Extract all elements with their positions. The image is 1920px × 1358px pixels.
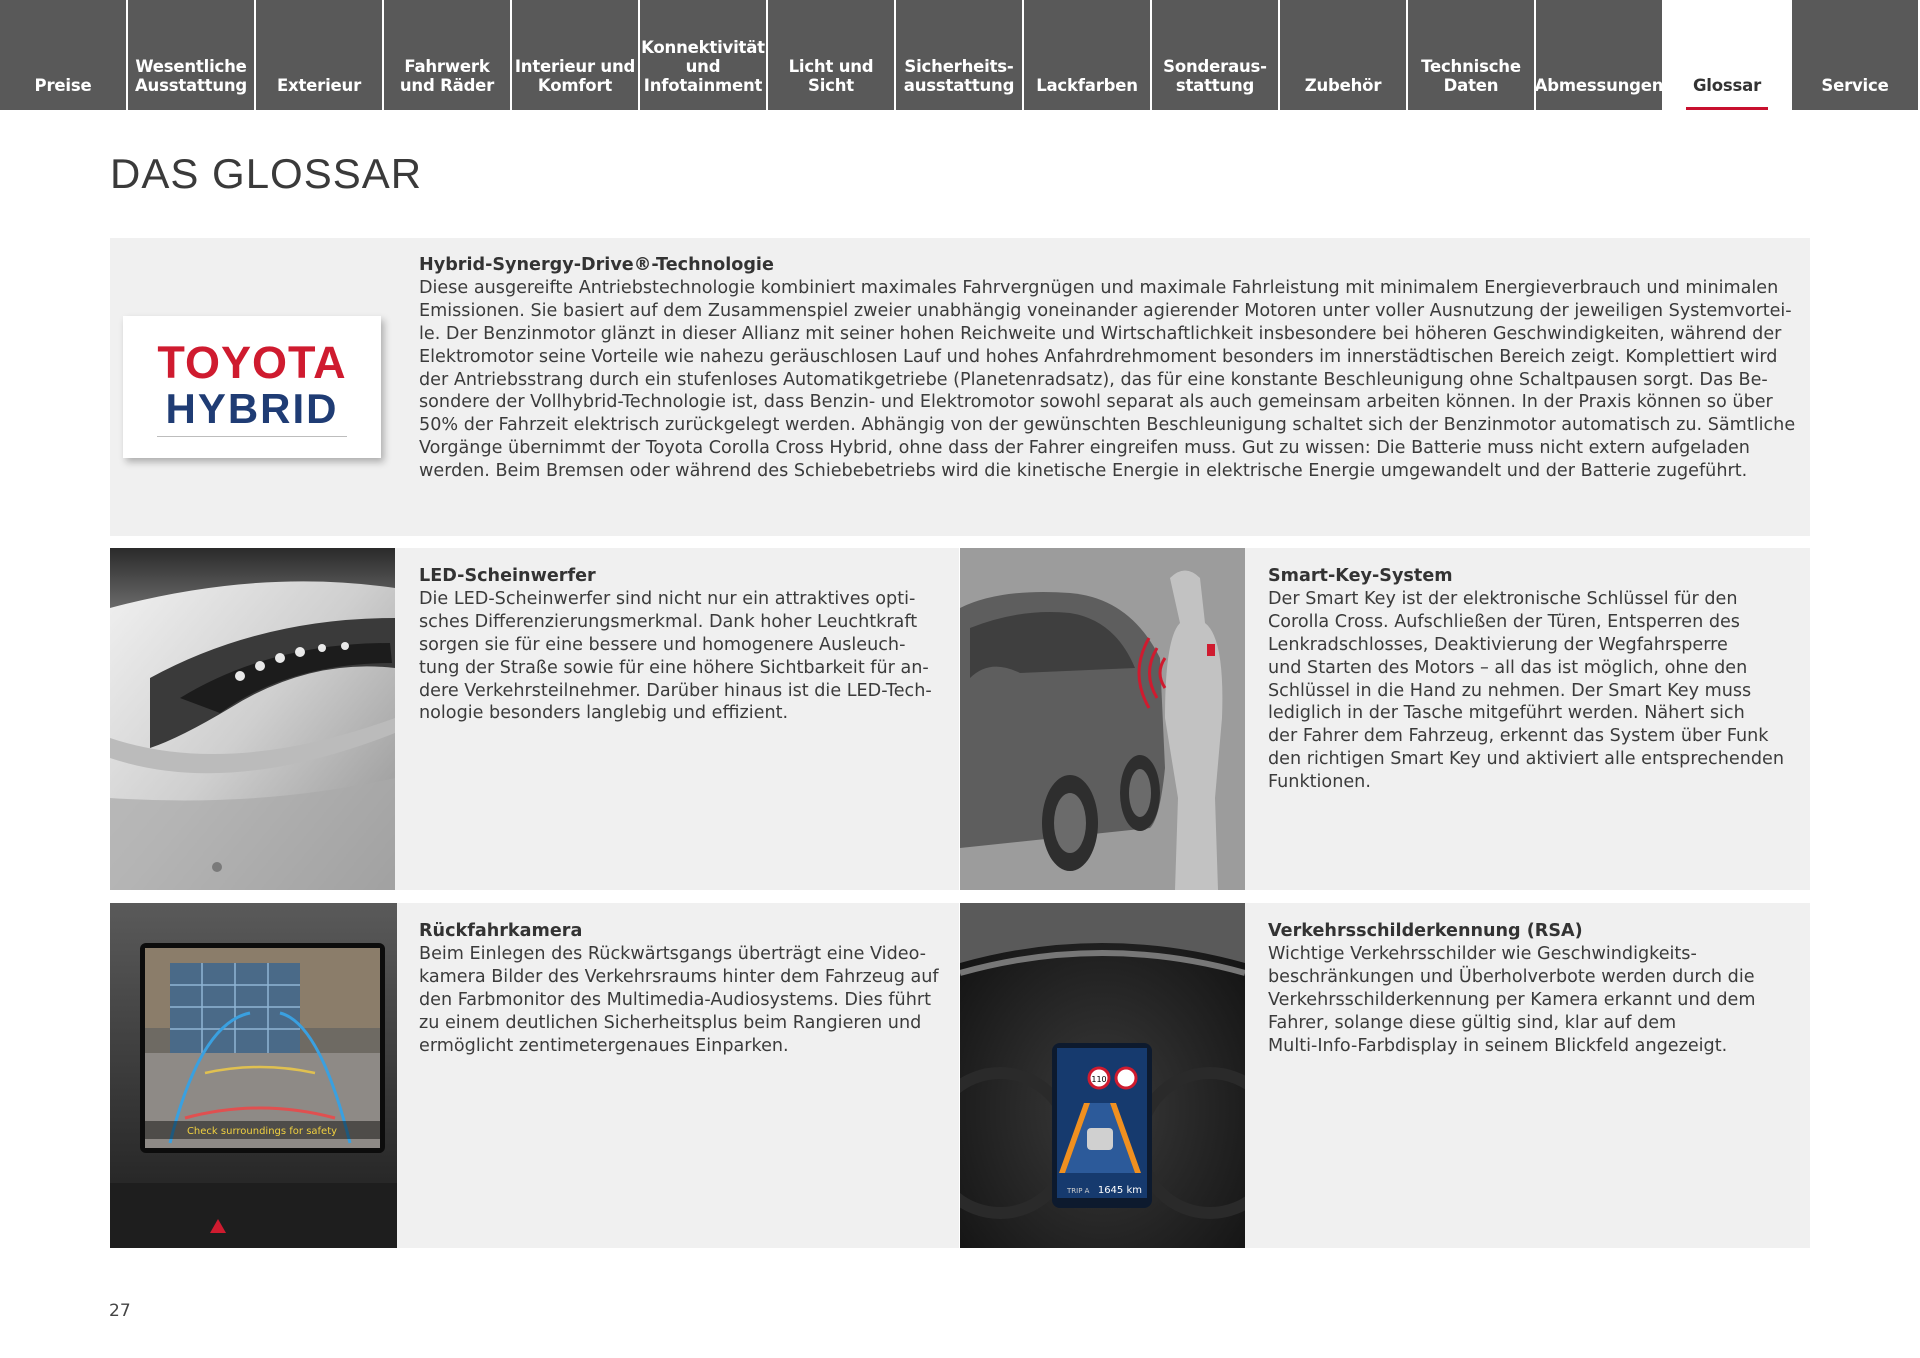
smart-key-photo <box>960 548 1245 890</box>
logo-divider <box>157 436 347 437</box>
tab-sonderausstattung[interactable]: Sonderaus- stattung <box>1152 0 1278 110</box>
glossary-entry-smartkey <box>1268 565 1798 794</box>
top-navigation <box>0 0 1920 110</box>
tab-lackfarben[interactable]: Lackfarben <box>1024 0 1150 110</box>
glossary-entry-led <box>419 565 939 725</box>
tab-fahrwerk-und-raeder[interactable]: Fahrwerk und Räder <box>384 0 510 110</box>
entry-text-rsa: Wichtige Verkehrsschilder wie Geschwindigkeits- beschränkungen und Überholverbote werden durch die Verkehrsschilderkennung per Kamera erkannt und dem Fahrer, solange diese gültig sind, klar auf dem Multi-Info-Farbdisplay in seinem Blickfeld angezeigt. <box>1268 943 1756 1056</box>
toyota-hybrid-logo <box>123 316 381 458</box>
tab-abmessungen[interactable]: Abmessungen <box>1536 0 1662 110</box>
tab-licht-und-sicht[interactable]: Licht und Sicht <box>768 0 894 110</box>
tab-zubehoer[interactable]: Zubehör <box>1280 0 1406 110</box>
tab-sicherheitsausstattung[interactable]: Sicherheits- ausstattung <box>896 0 1022 110</box>
traffic-sign-recognition-photo <box>960 903 1245 1248</box>
entry-text-camera: Beim Einlegen des Rückwärtsgangs überträgt eine Video- kamera Bilder des Verkehrsraums hinter dem Fahrzeug auf den Farbmonitor des Multimedia-Audiosystems. Dies führt zu einem deutlichen Sicherheitsplus beim Rangieren und ermöglicht zentimetergenaues Einparken. <box>419 943 939 1056</box>
tab-technische-daten[interactable]: Technische Daten <box>1408 0 1534 110</box>
entry-title-camera: Rückfahrkamera <box>419 921 583 941</box>
rsa-distance-readout: 1645 km <box>1097 1185 1142 1196</box>
rear-camera-photo <box>110 903 397 1248</box>
tab-exterieur[interactable]: Exterieur <box>256 0 382 110</box>
rsa-speed-sign-text: 110 <box>1091 1075 1107 1084</box>
logo-hybrid-text: HYBRID <box>165 385 339 432</box>
entry-text-smartkey: Der Smart Key ist der elektronische Schlüssel für den Corolla Cross. Aufschließen der Türen, Entsperren des Lenkradschlosses, Deaktivierung der Wegfahrsperre und Starten des Motors – all das ist möglich, ohne den Schlüssel in die Hand zu nehmen. Der Smart Key muss lediglich in der Tasche mitgeführt werden. Nähert sich der Fahrer dem Fahrzeug, erkennt das System über Funk den richtigen Smart Key und aktiviert alle entsprechenden Funktionen. <box>1268 588 1784 793</box>
entry-title-rsa: Verkehrsschilderkennung (RSA) <box>1268 921 1583 941</box>
tab-wesentliche-ausstattung[interactable]: Wesentliche Ausstattung <box>128 0 254 110</box>
glossary-entry-rsa <box>1268 920 1798 1057</box>
led-headlight-photo <box>110 548 395 890</box>
page-title: DAS GLOSSAR <box>110 150 423 197</box>
tab-service[interactable]: Service <box>1792 0 1918 110</box>
rsa-trip-label: TRIP A <box>1067 1187 1090 1195</box>
logo-toyota-text: TOYOTA <box>157 337 347 388</box>
page-number: 27 <box>109 1301 131 1321</box>
tab-preise[interactable]: Preise <box>0 0 126 110</box>
camera-overlay-text: Check surroundings for safety <box>186 1126 338 1137</box>
entry-title-led: LED-Scheinwerfer <box>419 566 596 586</box>
tab-interieur-und-komfort[interactable]: Interieur und Komfort <box>512 0 638 110</box>
tab-glossar[interactable]: Glossar <box>1664 0 1790 110</box>
glossary-entry-camera <box>419 920 939 1057</box>
tab-konnektivitaet-und-infotainment[interactable]: Konnektivität und Infotainment <box>640 0 766 110</box>
entry-title-smartkey: Smart-Key-System <box>1268 566 1453 586</box>
entry-text-led: Die LED-Scheinwerfer sind nicht nur ein attraktives opti- sches Differenzierungsmerkmal. Dank hoher Leuchtkraft sorgen sie für eine bessere und homogenere Ausleuch- tung der Straße sowie für eine höhere Sichtbarkeit für an- dere Verkehrsteilnehmer. Darüber hinaus ist die LED-Tech- nologie besonders langlebig und effizient. <box>419 588 932 724</box>
glossary-entry-hybrid <box>419 254 1799 483</box>
entry-text-hybrid: Diese ausgereifte Antriebstechnologie kombiniert maximales Fahrvergnügen und maximale Fahrleistung mit minimalem Energieverbrauch und minimalen Emissionen. Sie basiert auf dem Zusammenspiel zweier unabhängig voneinander agierender Motoren unter voller Ausnutzung der jeweiligen Systemvortei- le. Der Benzinmotor glänzt in dieser Allianz mit seiner hohen Reichweite und Wirtschaftlichkeit insbesondere bei höheren Geschwindigkeiten, während der Elektromotor seine Vorteile wie nahezu geräuschlosen Lauf und hohes Anfahrdrehmoment besonders im innerstädtischen Bereich zeigt. Komplettiert wird der Antriebsstrang durch ein stufenloses Automatikgetriebe (Planetenradsatz), das für eine konstante Beschleunigung ohne Schaltpausen sorgt. Das Be- sondere der Vollhybrid-Technologie ist, dass Benzin- und Elektromotor sowohl separat als auch gemeinsam arbeiten können. In der Praxis können so über 50% der Fahrzeit elektrisch zurückgelegt werden. Abhängig von der gewünschten Beschleunigung schaltet sich der Benzinmotor automatisch zu. Sämtliche Vorgänge übernimmt der Toyota Corolla Cross Hybrid, ohne dass der Fahrer eingreifen muss. Gut zu wissen: Die Batterie muss nicht extern aufgeladen werden. Beim Bremsen oder während des Schiebebetriebs wird die kinetische Energie in elektrische Energie umgewandelt und der Batterie zugeführt. <box>419 277 1796 482</box>
entry-title-hybrid: Hybrid-Synergy-Drive®-Technologie <box>419 255 774 275</box>
